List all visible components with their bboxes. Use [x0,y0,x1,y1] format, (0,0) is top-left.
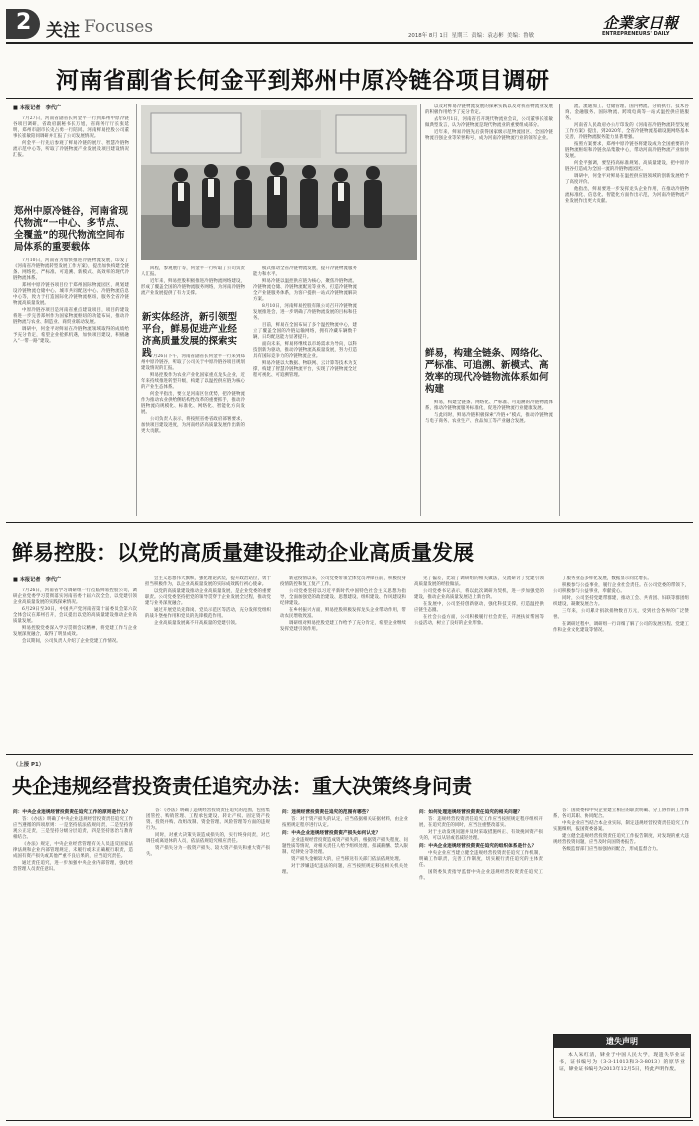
paragraph: 公司党委书记表示，将以此次调研为契机，进一步加强党的建设，推动企业高质量发展迈上新台阶。 [414,589,544,600]
issue-date: 2018年 8月 1日 [408,33,449,39]
paragraph: 目前，鲜易在全国布局了多个温控物流中心，建立了覆盖全国的冷链运输网络，拥有冷藏车辆数千辆，日均配送能力显著提升。 [253,323,357,340]
paragraph: 他指出，鲜易要进一步发挥龙头企业作用，在推动冷链物流标准化、信息化、智能化方面作出示范，为河南冷链物流产业发展作出更大贡献。 [565,187,689,204]
article1-col2-top [141,266,245,306]
paragraph: 何金平强调，要坚持高标准规划、高质量建设，把中原冷链谷打造成为全国一流的冷链物流园区。 [565,161,689,172]
paragraph: 积极参与公益事业，履行企业社会责任。在公司党委的带领下，公司积极参与公益事业，奉献爱心。 [553,583,689,594]
paragraph: 答：《办法》明确了中央企业违规经营投资责任追究工作应当遵循的四项原则：一是坚持依法依规问责，二是坚持客观公正定责，三是坚持分级分层追责，四是坚持惩治与教育相结合。 [13,817,133,841]
article1-subhead-3: 鲜易，构建全链条、网络化、严标准、可追溯、新模式、高效率的现代冷链物流体系如何构建 [425,348,549,395]
paragraph: 7月26日，河南省学习调研组一行莅临鲜易控股公司，调研企业党委学习贯彻落实河南省委十届六次全会，以党建引领企业高质量发展的实践探索情况。 [13,588,137,605]
paragraph: 《办法》规定，中央企业经营管理有关人员违反国家法律法规和企业内部管理规定，未履行或未正确履行职责，造成国有资产损失或其他严重不良后果的，应当追究责任。 [13,842,133,860]
paragraph: 郑州中原冷链谷项目位于郑州国际物流园区，规划建设冷链物流仓储中心、城市共同配送中心、冷链物流信息中心等，致力于打造国际化冷链物流枢纽，服务全省冷链物流高质量发展。 [13,283,129,306]
page-number: 2 [16,10,32,35]
lost-notice-title [554,1035,690,1048]
paragraph: 会议期间，公司负责人介绍了企业党建工作情况。 [22,639,121,644]
paper-name-en: ENTREPRENEURS' DAILY [602,31,670,37]
article1-col5 [565,104,689,516]
paragraph: 建立健全违规经营投资责任追究工作报告制度，对发现的重大违规经营投资问题，应当及时向国资委报告。 [553,834,689,845]
paragraph: 鲜易冷链以温控供应链为核心，聚焦冷链物流、冷链物流仓储、冷链物流配送等业务，打造冷链物流全产业链服务体系，为客户提供一站式冷链物流解决方案。 [253,279,357,302]
article1-col1-bottom [13,258,129,516]
paragraph: 按照方案要求，郑州中原冷链谷将建设成为全国重要的冷链物流枢纽和冷链食品集散中心，带动河南冷链物流产业加快发展。 [565,142,689,159]
paragraph: 公司党委坚持以习近平新时代中国特色社会主义思想为指导，全面加强党的政治建设、思想建设、组织建设、作风建设和纪律建设。 [280,589,406,606]
paragraph: 面向未来，鲜易将继续以市场需求为导向，以科技创新为驱动，推动冷链物流高质量发展，努力打造具有国际竞争力的冷链物流企业。 [253,342,357,359]
paragraph: 7月27日，河南省副省长何金平一行到郑州中原冷链谷项目调研，省政府副秘书长万旭，省商务厅厅长张延明，郑州市副市长史占勇一行陪同。河南鲜易控股公司董事长崔敏陪同调研并汇报了公司发展情况。 [13,116,129,139]
paragraph: 7月26日下午，河南省副省长何金平一行来到郑州中原冷链谷，听取了公司关于中原冷链谷项目规划建设情况的汇报。 [141,354,245,371]
paragraph: 公司负责人表示，将按照省委省政府部署要求，加快项目建设进度，为河南经济高质量发展作出新的更大贡献。 [141,417,245,434]
paragraph: 调研中，何金平对鲜易在冷链物流领域取得的成绩给予充分肯定，希望企业抢抓机遇，加快项目建设，积极融入“一带一路”建设。 [13,327,129,344]
question: 问：如何处理违规经营投资责任追究的相关问题？ [419,810,523,815]
paragraph: 何金平一行先后参观了鲜易冷链的展厅、智慧冷链物流示范中心等，听取了冷链物流产业发展及项目建设情况汇报。 [13,141,129,158]
paragraph: 河南省人民政府办公厅印发的《河南省冷链物流转型发展工作方案》提出，到2020年，全省冷链物流基础设施网络基本完善，冷链物流服务能力显著增强。 [565,123,689,140]
article2-col4 [414,576,544,748]
paragraph: 调研中，何金平对鲜易在温控供应链领域的创新发展给予了高度评价。 [565,174,689,185]
article1-col2-bottom [141,354,245,516]
editor: 责编：袁志彬 [471,33,504,39]
photo-scene [141,105,417,260]
paragraph: 近年来，鲜易控股积极推进冷链物流网络建设，形成了覆盖全国的冷链物流服务网络，为河南冷链物流产业发展提供了有力支撑。 [141,279,245,296]
paragraph: 在乡村振兴方面，鲜易控股积极发挥龙头企业带动作用，带动农民增收致富。 [280,608,406,619]
article3-col4 [419,808,543,1116]
article2-col3 [280,576,406,748]
article3-headline: 央企违规经营投资责任追究办法：重大决策终身问责 [12,774,472,798]
paragraph: 何金平指出，要立足河南区位优势，把冷链物流作为推动农业供给侧结构性改革的重要抓手，推动冷链物流向规模化、标准化、网络化、智能化方向发展。 [141,392,245,415]
paragraph: 中央企业应当建立健全违规经营投资责任追究工作机制，明确工作职责，完善工作制度，切实履行责任追究的主体责任。 [419,851,543,869]
article3-col3 [282,808,408,1116]
column-rule [559,104,560,516]
paragraph: 对于主动发现问题并及时采取措施纠正、有效挽回资产损失的，可以从轻或者减轻处理。 [419,830,543,842]
article3-col5 [553,808,689,1030]
paragraph: 了服务业态多样化发展，数据显示同比增长。 [562,576,652,581]
paragraph: 企业违规经营投资造成资产损失的，根据资产损失程度、问题性质等情况，对相关责任人给予组织处理、扣减薪酬、禁入限制、纪律处分等处理。 [282,838,408,856]
paragraph: 模式推动全省冷链物流发展，提升冷链物流服务能力和水平。 [253,266,357,277]
question: 问：中央企业违规经营投资责任追究的组织体系是什么？ [419,844,537,850]
paragraph: 流、流通加工、仓储管理、国内物流、分销执行、技术咨询、金融服务、国际物流、跨境电商等一站式温控供应链服务。 [565,104,689,121]
section-title: 关注 [46,21,80,41]
article1-subhead-2: 新实体经济，新引领型平台，鲜易促进产业经济高质量发展的探索实践 [142,312,238,359]
designer: 美编：鲁敏 [507,33,535,39]
question: 问：中央企业违规经营投资资产损失如何认定？ [282,831,381,837]
paragraph: 答：《办法》明确了违规经营投资责任追究的范围，包括集团管控、购销管理、工程承包建设、转让产权、固定资产投资、投资并购、改组改制、资金管理、风险管理等方面的违规行为。 [146,808,270,831]
continuation-note: （上接 P1） [13,762,45,768]
paragraph: 新冠疫情以来，公司党委带领全体党员冲锋在前，积极投身疫情防控和复工复产工作。 [280,576,406,587]
article2-col1 [13,588,137,748]
article2-col5 [553,576,689,748]
footer-rule [6,1120,693,1121]
section-title-en: Focuses [84,17,154,37]
article1-subhead-1: 郑州中原冷链谷，河南省现代物流“一中心、多节点、全覆盖”的现代物流空间布局体系的重要载体 [14,206,129,253]
article1-headline: 河南省副省长何金平到郑州中原冷链谷项目调研 [56,68,550,94]
paper-name: 企業家日報 [603,14,679,32]
paragraph: 同时，公司坚持党建带群建，推动工会、共青团、妇联等群团组织建设，凝聚发展合力。 [553,596,689,607]
paragraph: 鲜易控股作为农业产业化国家重点龙头企业，近年来持续推进转型升级，构建了以温控供应链为核心的产业生态体系。 [141,373,245,390]
article3-col1 [13,808,133,1116]
paragraph: 鲜易控股党委深入学习贯彻会议精神，将党建工作与企业发展深度融合，取得了明显成效。 [13,626,137,637]
paragraph: 7月10日，河南省为加快推进冷链物流发展，印发了《河南省冷链物流转型发展工作方案》，提出加快构建全链条、网络化、严标准、可追溯、新模式、高效率的现代冷链物流体系。 [13,258,129,281]
paragraph: 资产损失金额较大的，应当移送有关部门依法依规处理。 [291,857,404,863]
lost-notice [553,1034,691,1118]
masthead-rule [6,42,693,44]
article2-headline: 鲜易控股：以党的高质量建设推动企业高质量发展 [12,541,474,565]
paragraph: 三年来，公司累计捐款捐物数百万元，受到社会各界的广泛赞誉。 [553,609,689,620]
paragraph: 见了偏差，比较了调研组的相关做法，交流研讨了党建引领高质量发展的经验做法。 [414,576,544,587]
paragraph: 与此同时，鲜易冷链积极探索“冷链+”模式，推动冷链物流与电子商务、农业生产、食品加工等产业融合发展。 [425,413,553,424]
paragraph: 答：国资委和中央企业建立相应的职责明确、分工协作的工作体系，各司其职、协同配合。 [553,808,689,819]
paragraph: 鲜易，构建全链条、网络化、严标准、可追溯的冷链物流体系，推动冷链物流服务标准化，促进冷链物流行业健康发展。 [425,400,553,411]
article1-col1-top [13,116,129,204]
article-separator [6,522,693,523]
paragraph: 中原冷链谷项目是河南省重点建设项目，项目的建设将进一步完善郑州作为国家物流枢纽的功能布局，推动冷链物流与农业、制造业、商贸业联动发展。 [13,308,129,325]
paragraph: 会主义思想伟大旗帜，强化理论武装，提升政治站位，勇于担当积极作为，以企业高质量发展的实际成效践行初心使命。 [145,576,271,587]
article-separator [6,754,693,755]
question: 问：违规经营投资责任追究的范围有哪些？ [282,810,372,815]
article2-byline: ■ 本报记者 李代广 [13,577,62,583]
paragraph: 去年9月1日，河南省召开现代物流业会议，公司董事长崔敏做典型发言，认为冷链物流是现代物流业的重要组成部分。 [425,117,553,128]
paragraph: 答：对于资产损失的认定，应当依据相关证据材料，由企业按照规定程序进行认定。 [282,817,408,829]
paragraph: 同时，对重大决策失误造成损失的，实行终身问责，对已调任或离退休的人员，依法依规追究相应责任。 [146,833,270,844]
paragraph: 通过开展党员先锋岗、党员示范区等活动，充分发挥党组织的战斗堡垒作用和党员的先锋模范作用。 [145,608,271,619]
article1-col3 [253,266,357,516]
paragraph: 回程，参观展厅等，何金平一行听取了公司负责人汇报。 [141,266,245,277]
paragraph: 中央企业应当结合本企业实际，制定违规经营投资责任追究工作实施细则，报国资委备案。 [553,821,689,832]
article3-col2 [146,808,270,1116]
paragraph: 8月10日，河南鲜易控股有限公司召开冷链物流发展推进会，进一步明确了冷链物流发展的目标和任务。 [253,304,357,321]
paragraph: 对于涉嫌违纪违法的问题，应当按照规定移送相关机关处理。 [282,864,408,876]
page-number-badge [6,9,40,39]
paragraph: 调研组对鲜易控股党建工作给予了充分肯定，希望企业继续发挥党建引领作用。 [280,621,406,632]
masthead [0,0,699,47]
paragraph: 鲜易冷链以大数据、物联网、云计算等技术为支撑，构建了智慧冷链物流平台，实现了冷链物流全过程可视化、可追溯管理。 [253,361,357,378]
paragraph: 各级监督部门应当加强协同配合，形成监督合力。 [562,847,661,852]
question: 问：中央企业违规经营投资责任追究工作的原则是什么？ [13,810,131,815]
article2-col2 [145,576,271,748]
column-rule [136,104,137,516]
article1-col4-top [425,104,553,344]
paragraph: 在发展中，公司坚持创新驱动，强化科技支撑，打造温控供应链生态圈。 [414,602,544,613]
article1-headline-rule [6,98,693,99]
masthead-meta [408,31,534,39]
paragraph: 企业高质量发展离不开高质量的党建引领。 [154,621,240,626]
paragraph: 通过责任追究，进一步加强中央企业内部管理，强化经营管理人员责任意识。 [13,861,133,873]
article1-byline: ■ 本报记者 李代广 [13,105,62,111]
article1-photo [141,105,417,260]
paragraph: 以及对鲜易冷链物流发展的探索实践以及对我省物流业发展的积极作用给予了充分肯定。 [425,104,553,115]
weekday: 星期三 [451,33,468,39]
article1-col4-bottom [425,400,553,516]
column-rule [420,104,421,516]
lost-notice-body: 本人朱红清，肄业于中国人民大学，现遗失毕业证书，证书编号为（3-3-11013和3-3-8013）的原毕业证，肄业证书编号为2013年12月5日，特此声明作废。 [559,1053,685,1072]
paragraph: 国资委负责指导监督中央企业违规经营投资责任追究工作。 [419,870,543,882]
paragraph: 答：违规经营投资责任追究工作应当按照规定程序组织开展，在追究责任的同时，应当注重整改落实。 [419,817,543,829]
paragraph: 以党的高质量建设推动企业高质量发展，是企业党委的重要职责。公司党委坚持把党的领导贯穿于企业发展全过程，推动党建与业务深度融合。 [145,589,271,606]
paragraph: 在调研过程中，调研组一行详细了解了公司的发展历程、党建工作和企业文化建设等情况。 [553,622,689,633]
paragraph: 在社会公益方面，公司积极履行社会责任，开展扶贫帮困等公益活动，树立了良好的企业形象。 [414,615,544,626]
paragraph: 近年来，鲜易冷链先后获得国家级示范物流园区、全国冷链物流百强企业等荣誉称号，成为河南冷链物流行业的领军企业。 [425,130,553,141]
paragraph: 资产损失分为一般资产损失、较大资产损失和重大资产损失。 [146,846,270,857]
notice-title-text: 遗失声明 [606,1037,638,1046]
paragraph: 6月29日至30日，中国共产党河南省第十届委员会第六次全体会议在郑州召开，会议提出以党的高质量建设推动企业高质量发展。 [13,607,137,624]
